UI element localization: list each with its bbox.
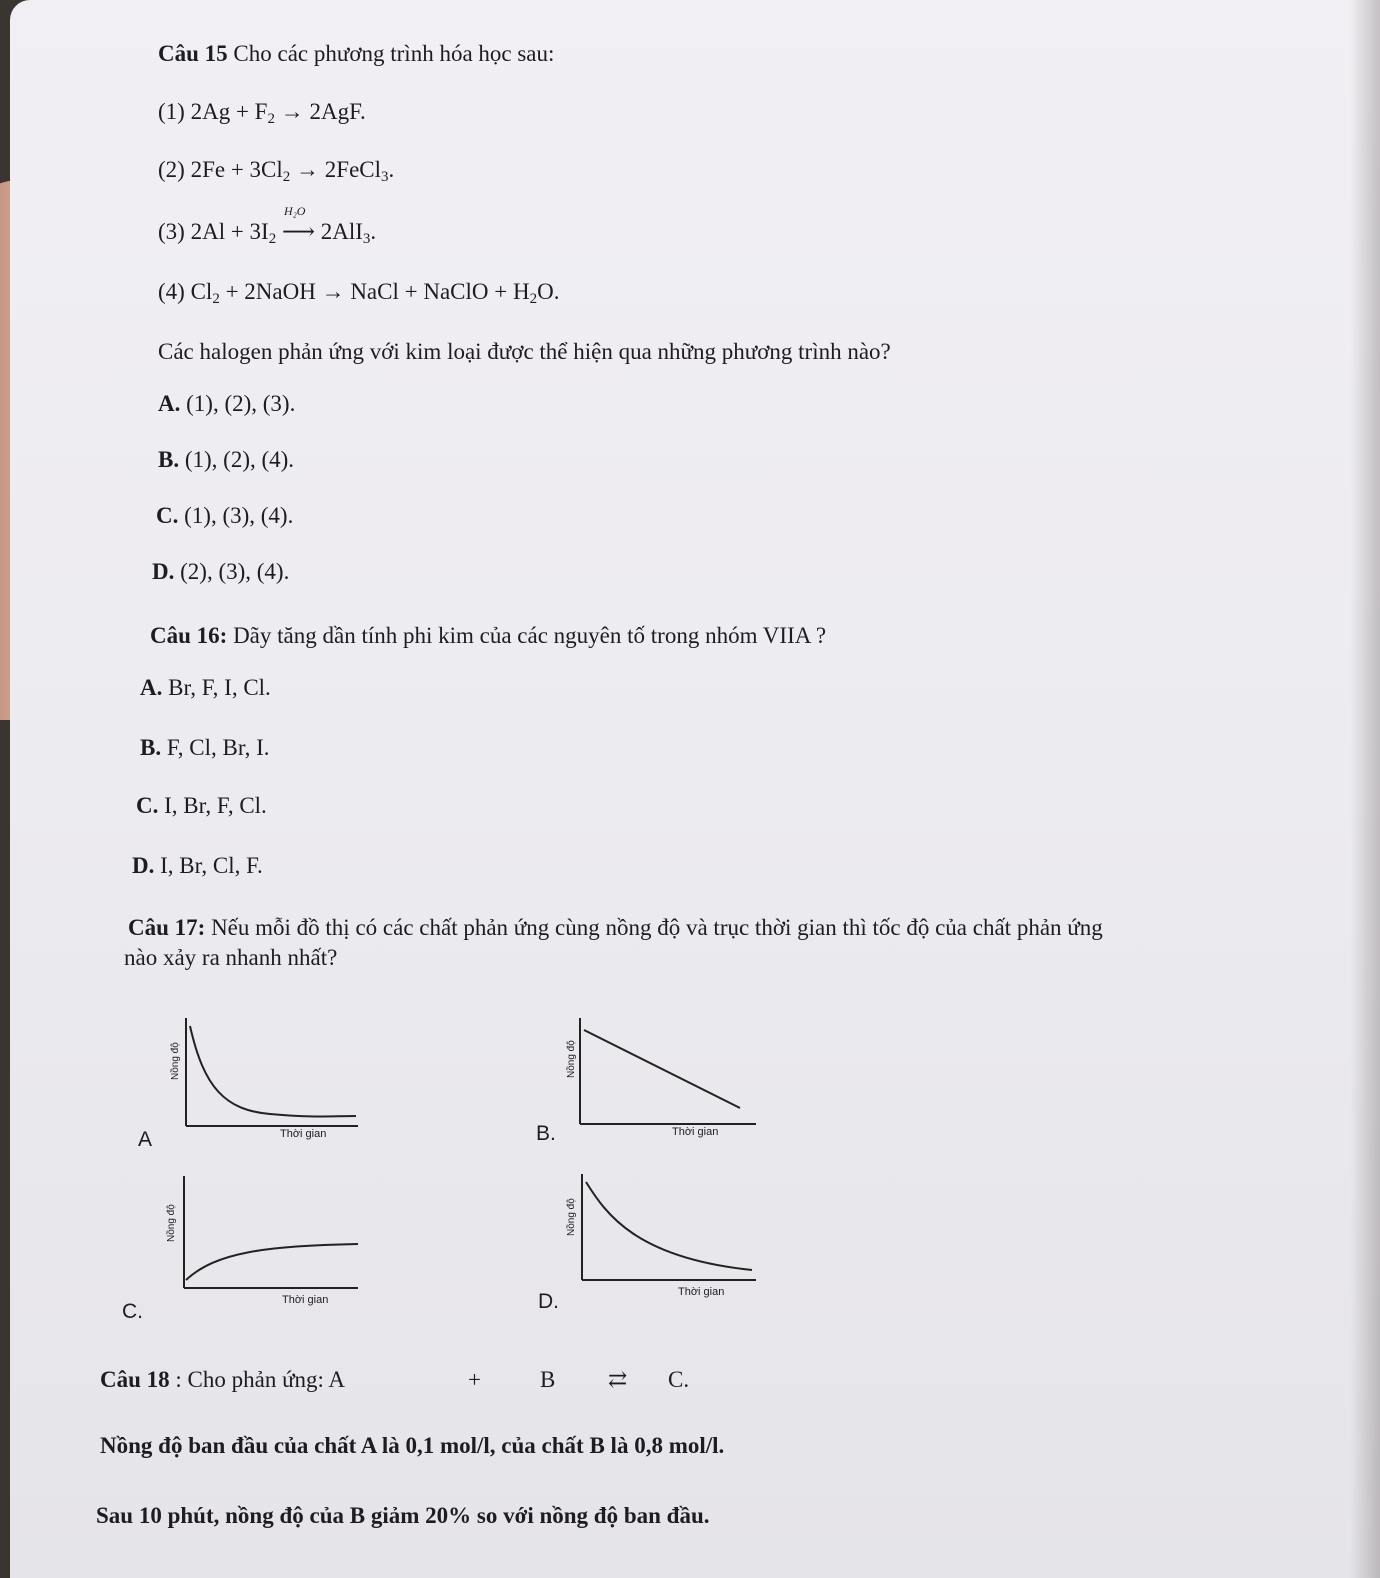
paper-sheet: [10, 0, 1380, 1578]
q18-heading: [100, 1366, 345, 1394]
option-label: D.: [152, 559, 175, 584]
eq-reactants: 2Fe + 3Cl: [190, 157, 283, 182]
eq-products: → 2FeCl: [290, 157, 382, 182]
graph-c-curve: [186, 1244, 358, 1280]
option-text: Br, F, I, Cl.: [162, 675, 271, 700]
eq-reactants: 2Ag + F: [190, 99, 268, 124]
eq-number: (3): [158, 219, 185, 244]
eq-condition: H₂O: [283, 204, 306, 218]
q15-option-a: [158, 390, 295, 418]
q15-equation-3: [158, 204, 377, 248]
eq-subscript: 2: [267, 111, 275, 127]
graph-b-label: B.: [536, 1122, 556, 1145]
eq-subscript: 2: [282, 169, 291, 185]
paper-edge-shadow: [1350, 0, 1380, 1578]
graph-d-curve: [586, 1182, 752, 1270]
q18-title: Câu 18: [100, 1367, 170, 1392]
q16-title: Câu 16:: [150, 623, 228, 648]
q15-heading: [158, 40, 554, 68]
graph-a: [180, 1018, 380, 1138]
option-text: (2), (3), (4).: [174, 559, 290, 584]
eq-number: (4): [158, 279, 185, 304]
eq-end: .: [370, 219, 377, 244]
q17-stem: Nếu mỗi đồ thị có các chất phản ứng cùng nồng độ và trục thời gian thì tốc độ của chất phản ứng: [205, 915, 1103, 940]
q16-stem: Dãy tăng dần tính phi kim của các nguyên tố trong nhóm VIIA ?: [227, 623, 827, 648]
q17-stem-line-2: nào xảy ra nhanh nhất?: [124, 945, 338, 970]
graph-d-xlabel: Thời gian: [678, 1286, 725, 1298]
graph-a-ylabel: Nồng độ: [170, 1042, 181, 1080]
q18-stem: : Cho phản ứng: A: [169, 1367, 346, 1392]
q16-option-a: [140, 674, 271, 702]
q18-plus: +: [468, 1367, 481, 1392]
eq-subscript: 2: [212, 291, 220, 307]
graph-d-label: D.: [538, 1290, 559, 1313]
option-text: (1), (2), (4).: [179, 447, 295, 472]
graph-b-line: [584, 1030, 740, 1108]
q15-equation-4: [158, 278, 559, 308]
option-label: B.: [158, 447, 180, 472]
q17-heading: [128, 914, 1103, 942]
q18-line-2: Nồng độ ban đầu của chất A là 0,1 mol/l, của chất B là 0,8 mol/l.: [100, 1433, 725, 1458]
eq-subscript: 3: [362, 231, 371, 247]
q18-line-3: Sau 10 phút, nồng độ của B giảm 20% so với nồng độ ban đầu.: [96, 1503, 710, 1528]
option-text: I, Br, Cl, F.: [154, 853, 263, 878]
graph-a-xlabel: Thời gian: [280, 1128, 327, 1140]
eq-subscript: 2: [268, 231, 277, 247]
eq-arrow-with-condition: H₂O ⟶: [281, 204, 315, 244]
q15-option-b: [158, 446, 294, 474]
eq-products: → 2AgF.: [274, 99, 366, 124]
graph-c-xlabel: Thời gian: [282, 1294, 329, 1306]
graph-a-curve: [190, 1026, 356, 1117]
option-text: F, Cl, Br, I.: [161, 735, 270, 760]
eq-products: 2AlI: [314, 219, 363, 244]
eq-reactants: Cl: [190, 279, 213, 304]
q16-option-d: [132, 852, 263, 880]
option-label: C.: [156, 503, 179, 528]
option-text: I, Br, F, Cl.: [158, 793, 267, 818]
q18-equilibrium-arrow: ⇄: [608, 1367, 628, 1392]
eq-number: (2): [158, 157, 185, 182]
option-label: C.: [136, 793, 159, 818]
q15-equation-1: [158, 98, 366, 128]
eq-number: (1): [158, 99, 185, 124]
graph-c-label: C.: [122, 1300, 143, 1323]
q15-option-d: [152, 558, 289, 586]
graph-c-ylabel: Nồng độ: [166, 1204, 177, 1242]
graph-d: [576, 1174, 776, 1290]
q15-stem: Cho các phương trình hóa học sau:: [227, 41, 555, 66]
option-text: (1), (3), (4).: [178, 503, 294, 528]
option-text: (1), (2), (3).: [180, 391, 296, 416]
option-label: D.: [132, 853, 155, 878]
option-label: A.: [158, 391, 181, 416]
eq-end: .: [388, 157, 395, 182]
graph-d-ylabel: Nồng độ: [566, 1198, 577, 1236]
eq-products: + 2NaOH → NaCl + NaClO + H: [219, 279, 530, 304]
q15-option-c: [156, 502, 293, 530]
q16-option-c: [136, 792, 267, 820]
graph-b-ylabel: Nồng độ: [566, 1040, 577, 1078]
option-label: B.: [140, 735, 162, 760]
graph-b: [574, 1018, 774, 1134]
q15-question: Các halogen phản ứng với kim loại được thể hiện qua những phương trình nào?: [158, 339, 891, 364]
graph-a-label: A: [138, 1128, 153, 1151]
q15-equation-2: [158, 156, 394, 186]
option-label: A.: [140, 675, 163, 700]
q18-species-c: C.: [668, 1367, 690, 1392]
eq-end: O.: [537, 279, 560, 304]
graph-c: [176, 1176, 376, 1300]
eq-subscript: 3: [381, 169, 389, 185]
q17-title: Câu 17:: [128, 915, 206, 940]
q15-title: Câu 15: [158, 41, 228, 66]
q16-heading: [150, 622, 826, 650]
eq-subscript: 2: [529, 291, 538, 307]
q16-option-b: [140, 734, 270, 762]
eq-reactants: 2Al + 3I: [190, 219, 269, 244]
q18-species-b: B: [540, 1367, 556, 1392]
graph-b-xlabel: Thời gian: [672, 1126, 719, 1138]
